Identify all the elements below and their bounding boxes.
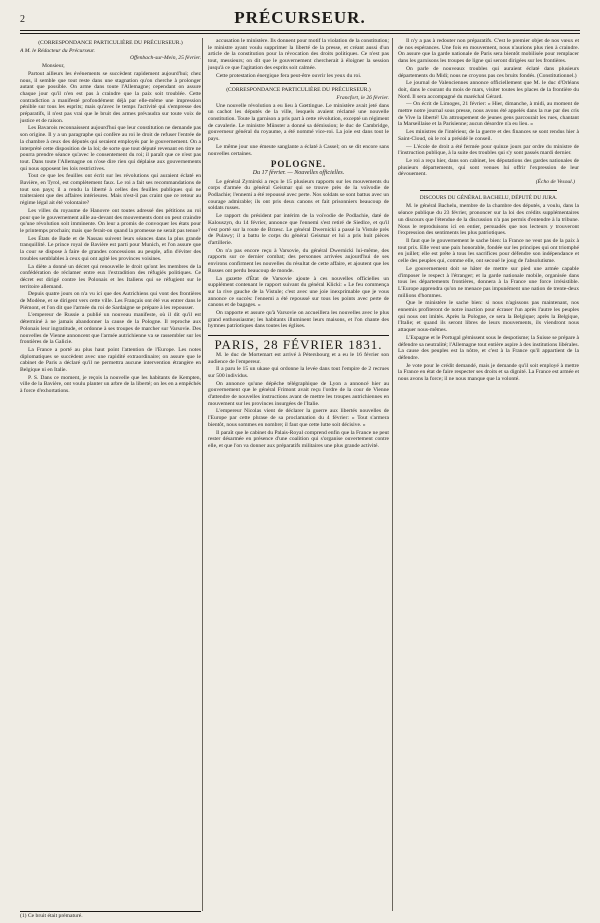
column-divider — [392, 38, 393, 911]
masthead-title: PRÉCURSEUR. — [234, 8, 366, 27]
paragraph: La gazette d'État de Varsovie ajoute à ces nouvelles officielles un supplément contenant le rapport suivant du général Klicki: « Le feu commença sur la rive gauche de la Vistule; c'est avec une joie inexprimable que je vous annonce ce succès: l'ennemi a été repoussé sur tous les points avec perte de canons et de bagages. » — [208, 275, 389, 309]
column-3 — [398, 38, 579, 911]
paragraph: On n'a pas encore reçu à Varsovie, du général Dwernicki lui-même, des rapports sur ce dernier combat; des personnes arrivées aujourd'hui de ses environs confirment les nouvelles du résultat de cette affaire, et ajoutent que les Russes ont perdu beaucoup de monde. — [208, 247, 389, 274]
paragraph: Partout ailleurs les événements se succèdent rapidement aujourd'hui; chez nous, il semble que tout reste dans une stagnation qu'on cherche à prolonger autant que possible. On arme dans toute l'Allemagne; cependant on assure chaque jour qu'il n'en est pas à craindre que la paix soit troublée. Cette contradiction a manifesté profondément déjà par elle-même une impression pénible sur tous les esprits; mais qu'avec le temps l'activité qui s'empresse des préparatifs, il n'est pas vrai que le bruit des armes prévaudra sur toute voix de justice et de raison. — [20, 70, 201, 124]
paragraph: Le roi a reçu hier, dans son cabinet, les députations des gardes nationales de plusieurs départements, qui sont venues lui offrir l'expression de leur dévouement. — [398, 157, 579, 178]
header-rule-thin — [20, 33, 580, 34]
section-heading-pologne: POLOGNE. — [270, 159, 327, 170]
paragraph: Les ministres de l'intérieur, de la guerre et des finances se sont rendus hier à Saint-Cloud, où le roi a présidé le conseil. — [398, 129, 579, 142]
correspondence-heading: (CORRESPONDANCE PARTICULIÈRE DU PRÉCURSEUR.) — [226, 87, 371, 94]
column-2 — [208, 38, 389, 911]
footnote: (1) Ce bruit était prématuré. — [20, 911, 201, 919]
paragraph: — L'école de droit a été fermée pour quinze jours par ordre du ministre de l'instruction publique, à la suite des troubles qui s'y sont passés mardi dernier. — [398, 143, 579, 157]
paragraph: Le journal de Valenciennes annonce officiellement que M. le duc d'Orléans doit, dans le courant du mois de mars, visiter toutes les places de la frontière du Nord. Il sera accompagné du maréchal Gérard. — [398, 80, 579, 100]
paragraph: P. S. Dans ce moment, je reçois la nouvelle que les habitants de Kempten, ville de la Bavière, ont voulu planter un arbre de la liberté; on les en a empêchés à force d'exhortations. — [20, 374, 201, 395]
paragraph: Il faut que le gouvernement le sache bien: la France ne veut pas de la paix à tout prix. Elle veut une paix honorable, fondée sur les principes qui ont triomphé en juillet; elle est prête à tous les sacrifices pour défendre son indépendance et celle des peuples qui, comme elle, ont secoué le joug de l'absolutisme. — [398, 237, 579, 265]
paragraph: On annonce qu'une dépêche télégraphique de Lyon a annoncé hier au gouvernement que le général Frimont avait reçu l'ordre de la cour de Vienne d'attendre de nouvelles instructions avant de mettre les troupes autrichiennes en mouvement sur les provinces insurgées de l'Italie. — [208, 380, 389, 407]
paragraph: Je vote pour le crédit demandé, mais je demande qu'il soit employé à mettre la France en état de faire respecter ses droits et sa dignité. La France est armée et nous avons la force; il ne nous manque que la volonté. — [398, 362, 579, 383]
paragraph: L'empereur Nicolas vient de déclarer la guerre aux libertés nouvelles de l'Europe par cette phrase de sa proclamation du 4 février: « Tout s'armera bientôt, nous sommes en nombre; il faut que cette lutte soit décisive. » — [208, 408, 389, 428]
paragraph: Il n'y a pas à redouter non préparatifs. C'est le premier objet de nos vœux et de nos espérances. Une fois en mouvement, nous n'aurions plus rien à craindre. On assure que la garde nationale de Paris sera bientôt mobilisée pour remplacer dans les garnisons les troupes de ligne qui seront dirigées sur les frontières. — [398, 38, 579, 65]
section-separator — [420, 190, 557, 191]
paragraph: Une nouvelle révolution a eu lieu à Gœttingue. Le ministère avait jeté dans un cachot les députés de la ville, lesquels avaient réclamé une nouvelle constitution. Toute la garnison a pris part à cette révolution, excepté un régiment de cavalerie. Le ministre Münster a donné sa démission; le duc de Cambridge, gouverneur général du royaume, a été nommé vice-roi. La joie est dans tout le pays. — [208, 102, 389, 143]
header-rule — [20, 30, 580, 31]
paragraph: M. le général Bachelu, membre de la chambre des députés, a voulu, dans la séance publique du 23 février, prononcer sur la loi des crédits supplémentaires un discours que l'étendue de la discussion n'a pas permis d'entendre à la tribune. Nous le reproduisons ici en entier, persuadés que nos lecteurs y trouveront l'expression des sentiments les plus patriotiques. — [398, 203, 579, 237]
paragraph: Les États de Bade et de Nassau suivent leurs séances dans la plus grande tranquillité. Le prince royal de Bavière est parti pour Munich, et l'on assure que la cour se dispose à faire de grandes concessions au peuple, afin d'éviter des troubles semblables à ceux qui ont agité les provinces voisines. — [20, 235, 201, 262]
paragraph: Cette protestation énergique fera peut-être ouvrir les yeux du roi. — [216, 72, 362, 79]
paragraph: La diète a donné un décret qui renouvelle le droit qu'ont les membres de la confédération de réclamer entre eux l'extradition des réfugiés politiques. Ce décret est dirigé contre les Polonais et les Italiens qui se réfugient sur le territoire allemand. — [20, 263, 201, 290]
paragraph: Que le ministère le sache bien: si nous n'agissons pas maintenant, nos ennemis profiteront de notre inaction pour écraser l'un après l'autre les peuples qui nous ont imités. Après la Pologne, ce sera la Belgique; après la Belgique, l'Italie; et quand ils seront libres de leurs mouvements, ils viendront nous attaquer nous-mêmes. — [398, 300, 579, 334]
paragraph: Tout ce que les feuilles ont écrit sur les révolutions qui auraient éclaté en Bavière, en Tyrol, est complètement faux. Le roi a fait ses recommandations de tout son pays; il a rendu la liberté à celles des feuilles publiques qui ne traiteraient que des affaires intérieures. Mais n'est-il pas craint que ce retour au régime légal ait été volontaire? — [20, 173, 201, 207]
paragraph: Le rapport du président par intérim de la voïvodie de Podlachie, daté de Kalouszyn, du 14 février, annonce que l'ennemi s'est retiré de Siedlce, et qu'il s'est porté sur la route de Brzesc. Le général Dwernicki a passé la Vistule près de Pulawy; il a battu le corps du général Geismar et lui a pris huit pièces d'artillerie. — [208, 213, 389, 246]
paragraph: Le général Zymirski a reçu le 15 plusieurs rapports sur les mouvements du corps d'armée du général Geismar qui se trouve près de la voïvodie de Podlachie; l'ennemi a été repoussé avec perte. Nos soldats se sont battus avec un courage admirable; ils ont pris deux canons et fait prisonniers beaucoup de soldats russes. — [208, 178, 389, 212]
dateline: Francfort, le 26 février. — [336, 94, 389, 101]
paragraph: Il paraît que le cabinet du Palais-Royal comprend enfin que la France ne peut rester désarmée en présence d'une coalition qui s'organise ouvertement contre elle, et que l'on va donner aux préparatifs militaires une plus grande activité. — [208, 429, 389, 449]
letter-address: A M. le Rédacteur du Précurseur. — [20, 47, 95, 54]
paragraph: Le même jour une émeute sanglante a éclaté à Cassel; on se dit encore sans nouvelles certaines. — [208, 143, 389, 157]
column-divider — [202, 38, 203, 911]
paragraph: Le gouvernement doit se hâter de mettre sur pied une armée capable d'imposer le respect à l'étranger; et la garde nationale mobile, organisée dans tous les départements frontières, donnera à la France une force irrésistible. L'Europe apprendra qu'on ne menace pas impunément une nation de trente-deux millions d'hommes. — [398, 265, 579, 299]
page-number: 2 — [20, 14, 25, 25]
paragraph: Depuis quatre jours on n'a vu ici que des Autrichiens qui vont des frontières de Modène, et se dirigent vers cette ville. Les Français ont été vus entrer dans le Piémont, et l'on dit que l'armée du roi de Sardaigne se prépare à les repousser. — [20, 291, 201, 311]
dateline: Offenbach-sur-Mein, 25 février. — [129, 55, 201, 62]
paragraph: La France a porté au plus haut point l'attention de l'Europe. Les notes diplomatiques se succèdent avec une rapidité extraordinaire; on assure que le cabinet de Paris a déclaré qu'il ne permettra aucune intervention étrangère en Belgique ni en Italie. — [20, 346, 201, 374]
source-attribution: (Écho de Vesoul.) — [535, 179, 575, 186]
section-rule — [208, 335, 389, 336]
correspondence-heading: (CORRESPONDANCE PARTICULIÈRE DU PRÉCURSEUR.) — [38, 40, 183, 46]
paragraph: accusation le ministère. Ils donnent pour motif la violation de la constitution; le ministre ayant voulu supprimer la liberté de la presse, et créant aussi d'un article de la constitution pour la révocation des droits politiques. Ce n'est pas tout, messieurs; on dit que le gouvernement chercherait à éloigner la session jusqu'à ce que l'agitation des esprits soit calmée. — [208, 38, 389, 71]
paragraph: L'Espagne et le Portugal gémissent sous le despotisme; la Suisse se prépare à défendre sa neutralité; l'Allemagne tout entière aspire à des institutions libérales. La cause des peuples est la nôtre, et c'est à la France qu'il appartient de la défendre. — [398, 334, 579, 361]
paragraph: Il a paru le 15 un ukase qui ordonne la levée dans tout l'empire de 2 recrues sur 500 individus. — [208, 366, 389, 379]
section-subheading: Du 17 février. — Nouvelles officielles. — [252, 169, 345, 176]
paragraph: — On écrit de Limoges, 21 février: « Hier, dimanche, à midi, au moment de mettre notre journal sous presse, nous avons été appelés dans la rue par des cris de Vive la liberté! Un attroupement de jeunes gens parcourait les rues, chantant la Marseillaise et la Parisienne; aucun désordre n'a eu lieu. » — [398, 101, 579, 128]
column-1 — [20, 38, 201, 911]
paragraph: L'empereur de Russie a publié un nouveau manifeste, où il dit qu'il est déterminé à ne jamais abandonner la cause de la Pologne. Il reproche aux Polonais leur ingratitude, et ordonne à ses troupes de marcher sur Varsovie. Des nouvelles de Vienne annoncent que l'armée autrichienne va se rassembler sur les frontières de la Galicie. — [20, 312, 201, 346]
paragraph: Les Bavarois reconnaissent aujourd'hui que leur constitution ne demande pas son origine. Il y a un paragraphe qui confère au roi le droit de refuser l'entrée de la chambre à ceux des députés qui seraient employés par le gouvernement. On a interprété cette disposition de la loi; de sorte que tout député revenant en titre ne pourra prendre séance qu'avec le consentement du roi; il paraît que ce n'est pas tout. Dans toute l'Allemagne on n'ose dire rien qui déplaise aux gouvernements qui nous opposent les lois restrictives. — [20, 125, 201, 172]
salutation: Monsieur, — [42, 63, 65, 70]
paragraph: On parle de nouveaux troubles qui auraient éclaté dans plusieurs départements du Midi; nous ne croyons pas ces bruits fondés. (Constitutionnel.) — [398, 65, 579, 79]
paragraph: Les villes du royaume de Hanovre ont toutes adressé des pétitions au roi pour que le gouvernement aille au-devant des mouvements dont on peut craindre qu'une révolution soit imminente. On leur a promis de convoquer les états pour le printemps prochain; mais que ferait-on quand la promesse ne serait pas tenue? — [20, 207, 201, 234]
section-heading-paris: PARIS, 28 FÉVRIER 1831. — [214, 337, 383, 353]
section-heading-discours: DISCOURS DU GÉNÉRAL BACHELU, DÉPUTÉ DU JURA. — [419, 194, 558, 201]
paragraph: M. le duc de Mortemart est arrivé à Pétersbourg et a eu le 16 février son audience de l'empereur. — [208, 351, 389, 365]
section-separator — [230, 83, 367, 84]
paragraph: On rapporte et assure qu'à Varsovie on accueillera les nouvelles avec le plus grand enthousiasme; les habitants illuminent leurs maisons, et l'on chante des hymnes patriotiques dans toutes les églises. — [208, 310, 389, 330]
